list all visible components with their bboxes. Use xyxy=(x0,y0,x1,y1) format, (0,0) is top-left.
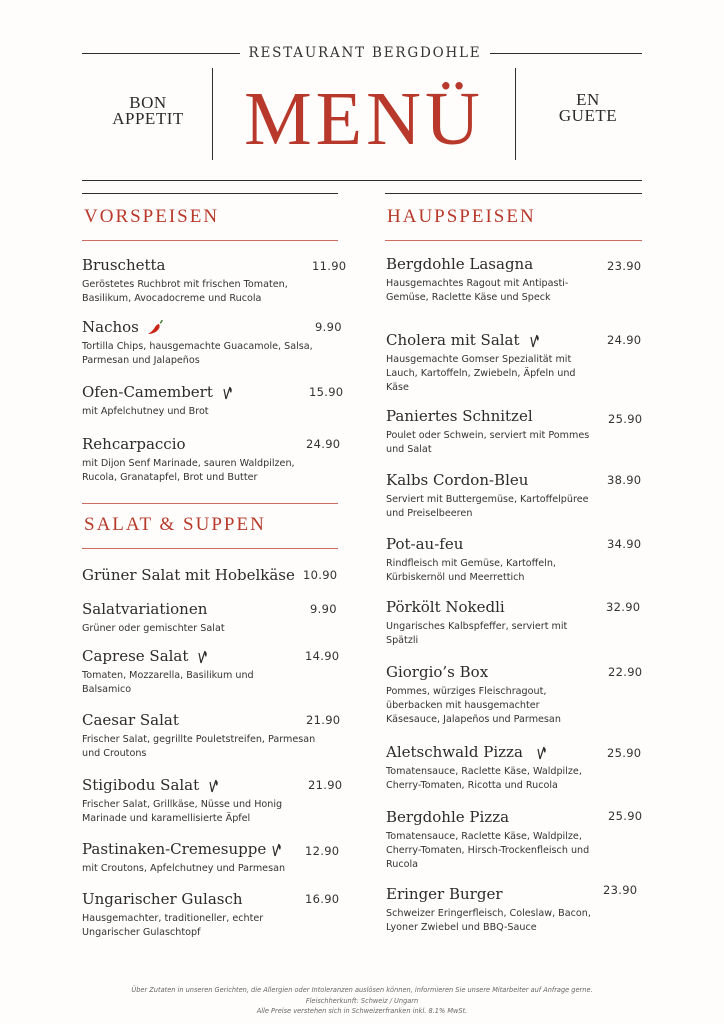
menu-item-pot-au-feu xyxy=(386,535,596,585)
en-guete-line2: GUETE xyxy=(558,106,618,125)
section-rule-vorspeisen xyxy=(82,240,338,241)
menu-item-stigibodu-salat xyxy=(82,776,322,826)
item-name: Cholera mit Salat xyxy=(386,331,520,349)
header-bottom-rule-2-right xyxy=(385,193,642,194)
item-price: 25.90 xyxy=(608,809,643,823)
restaurant-name: RESTAURANT BERGDOHLE xyxy=(248,45,482,61)
item-name: Caprese Salat xyxy=(82,647,189,665)
item-name: Caesar Salat xyxy=(82,711,179,729)
en-guete-line1: EN xyxy=(576,90,600,109)
section-title-haupspeisen: HAUPSPEISEN xyxy=(387,206,536,227)
bon-appetit-line2: APPETIT xyxy=(112,109,184,128)
menu-item-kalbs-cordon-bleu xyxy=(386,471,596,521)
item-description: Tomaten, Mozzarella, Basilikum und Balsamico xyxy=(82,670,254,695)
item-price: 25.90 xyxy=(607,746,642,760)
section-rule-haupspeisen xyxy=(385,240,642,241)
item-price: 14.90 xyxy=(305,649,340,663)
item-description: Hausgemachtes Ragout mit Antipasti-Gemüse, Raclette Käse und Speck xyxy=(386,278,569,303)
menu-item-eringer-burger xyxy=(386,885,596,935)
menu-item-aletschwald-pizza xyxy=(386,743,601,793)
menu-item-bruschetta xyxy=(82,256,317,306)
item-name: Ofen-Camembert xyxy=(82,383,213,401)
header-rule-right xyxy=(490,53,642,54)
vegetarian-leaf-icon xyxy=(221,385,234,400)
item-price: 32.90 xyxy=(606,600,641,614)
item-description: Hausgemachte Gomser Spezialität mit Lauch, Kartoffeln, Zwiebeln, Äpfeln und Käse xyxy=(386,354,576,393)
en-guete-text xyxy=(536,92,640,124)
menu-item-poerkoelt-nokedli xyxy=(386,598,596,648)
item-description: Pommes, würziges Fleischragout, überbacken mit hausgemachter Käsesauce, Jalapeños und Parmesan xyxy=(386,686,561,725)
item-description: Tortilla Chips, hausgemachte Guacamole, Salsa, Parmesan und Jalapeños xyxy=(82,341,313,366)
item-price: 21.90 xyxy=(308,778,343,792)
vegetarian-leaf-icon xyxy=(535,745,548,760)
item-price: 23.90 xyxy=(603,883,638,897)
section-title-salat: SALAT & SUPPEN xyxy=(84,514,266,535)
item-name: Eringer Burger xyxy=(386,885,503,903)
menu-item-caprese-salat xyxy=(82,647,292,697)
item-price: 22.90 xyxy=(608,665,643,679)
header-bottom-rule-2-left xyxy=(82,193,338,194)
item-description: mit Dijon Senf Marinade, sauren Waldpilzen, Rucola, Granatapfel, Brot und Butter xyxy=(82,458,295,483)
item-price: 12.90 xyxy=(305,844,340,858)
item-price: 15.90 xyxy=(309,385,344,399)
item-price: 16.90 xyxy=(305,892,340,906)
item-name: Stigibodu Salat xyxy=(82,776,200,794)
item-description: mit Apfelchutney und Brot xyxy=(82,406,209,417)
header-divider-right xyxy=(515,68,516,160)
menu-item-ofen-camembert xyxy=(82,383,317,419)
menu-item-ungarischer-gulasch xyxy=(82,890,292,940)
item-name: Pastinaken-Cremesuppe xyxy=(82,840,267,858)
item-name: Giorgio’s Box xyxy=(386,663,489,681)
item-description: mit Croutons, Apfelchutney und Parmesan xyxy=(82,863,286,874)
item-description: Geröstetes Ruchbrot mit frischen Tomaten, Basilikum, Avocadocreme und Rucola xyxy=(82,279,288,304)
menu-item-bergdohle-pizza xyxy=(386,808,601,872)
section-rule-salat xyxy=(82,548,338,549)
header-divider-left xyxy=(212,68,213,160)
footer-allergy-note: Über Zutaten in unseren Gerichten, die Allergien oder Intoleranzen auslösen können, informieren Sie unsere Mitarbeiter auf Anfrage gerne. xyxy=(131,986,593,994)
menu-item-salatvariationen xyxy=(82,600,317,636)
item-description: Tomatensauce, Raclette Käse, Waldpilze, Cherry-Tomaten, Ricotta und Rucola xyxy=(386,766,582,791)
item-price: 11.90 xyxy=(312,259,347,273)
item-description: Frischer Salat, Grillkäse, Nüsse und Honig Marinade und karamellisierte Äpfel xyxy=(82,799,283,824)
footer-notice xyxy=(60,985,664,1017)
item-name: Nachos xyxy=(82,318,139,336)
item-description: Serviert mit Buttergemüse, Kartoffelpüree und Preiselbeeren xyxy=(386,494,589,519)
vegetarian-leaf-icon xyxy=(207,778,220,793)
item-price: 38.90 xyxy=(607,473,642,487)
menu-item-bergdohle-lasagna xyxy=(386,255,596,305)
footer-meat-origin: Fleischherkunft: Schweiz / Ungarn xyxy=(305,996,419,1005)
menu-item-gruener-salat xyxy=(82,566,317,584)
menu-item-paniertes-schnitzel xyxy=(386,407,596,457)
item-price: 34.90 xyxy=(607,537,642,551)
bon-appetit-text xyxy=(96,95,200,127)
footer-price-note: Alle Preise verstehen sich in Schweizerfranken inkl. 8.1% MwSt. xyxy=(256,1007,468,1015)
vegetarian-leaf-icon xyxy=(196,649,209,664)
menu-item-nachos xyxy=(82,318,317,368)
item-description: Grüner oder gemischter Salat xyxy=(82,623,225,634)
item-name: Kalbs Cordon-Bleu xyxy=(386,471,529,489)
item-price: 10.90 xyxy=(303,568,338,582)
menu-item-caesar-salat xyxy=(82,711,317,761)
header-bottom-rule-1 xyxy=(82,180,642,181)
item-name: Bergdohle Pizza xyxy=(386,808,510,826)
item-price: 24.90 xyxy=(607,333,642,347)
item-name: Pot-au-feu xyxy=(386,535,464,553)
menu-item-giorgios-box xyxy=(386,663,596,727)
item-description: Ungarisches Kalbspfeffer, serviert mit Spätzli xyxy=(386,621,568,646)
item-name: Salatvariationen xyxy=(82,600,208,618)
item-description: Frischer Salat, gegrillte Pouletstreifen, Parmesan und Croutons xyxy=(82,734,316,759)
bon-appetit-line1: BON xyxy=(129,93,167,112)
item-name: Paniertes Schnitzel xyxy=(386,407,533,425)
item-name: Grüner Salat mit Hobelkäse xyxy=(82,566,295,584)
chili-pepper-icon xyxy=(147,320,163,335)
menu-item-rehcarpaccio xyxy=(82,435,317,485)
header-rule-left xyxy=(82,53,240,54)
item-description: Poulet oder Schwein, serviert mit Pommes und Salat xyxy=(386,430,590,455)
menu-item-cholera-mit-salat xyxy=(386,331,596,395)
item-name: Bergdohle Lasagna xyxy=(386,255,534,273)
item-description: Schweizer Eringerfleisch, Coleslaw, Bacon, Lyoner Zwiebel und BBQ-Sauce xyxy=(386,908,591,933)
item-price: 25.90 xyxy=(608,412,643,426)
item-price: 24.90 xyxy=(306,437,341,451)
item-name: Ungarischer Gulasch xyxy=(82,890,243,908)
item-description: Tomatensauce, Raclette Käse, Waldpilze, Cherry-Tomaten, Hirsch-Trockenfleisch und Rucola xyxy=(386,831,590,870)
item-price: 23.90 xyxy=(607,259,642,273)
item-name: Rehcarpaccio xyxy=(82,435,186,453)
item-name: Pörkölt Nokedli xyxy=(386,598,505,616)
vegetarian-leaf-icon xyxy=(270,842,283,857)
item-name: Aletschwald Pizza xyxy=(386,743,523,761)
menu-item-pastinaken-cremesuppe xyxy=(82,840,317,876)
vegetarian-leaf-icon xyxy=(528,333,541,348)
item-description: Hausgemachter, traditioneller, echter Ungarischer Gulaschtopf xyxy=(82,913,264,938)
item-description: Rindfleisch mit Gemüse, Kartoffeln, Kürbiskernöl und Meerrettich xyxy=(386,558,556,583)
item-price: 21.90 xyxy=(306,713,341,727)
section-rule-salat-top xyxy=(82,503,338,504)
item-name: Bruschetta xyxy=(82,256,166,274)
page-title: MENÜ xyxy=(244,77,484,161)
item-price: 9.90 xyxy=(310,602,337,616)
section-title-vorspeisen: VORSPEISEN xyxy=(84,206,220,227)
item-price: 9.90 xyxy=(315,320,342,334)
